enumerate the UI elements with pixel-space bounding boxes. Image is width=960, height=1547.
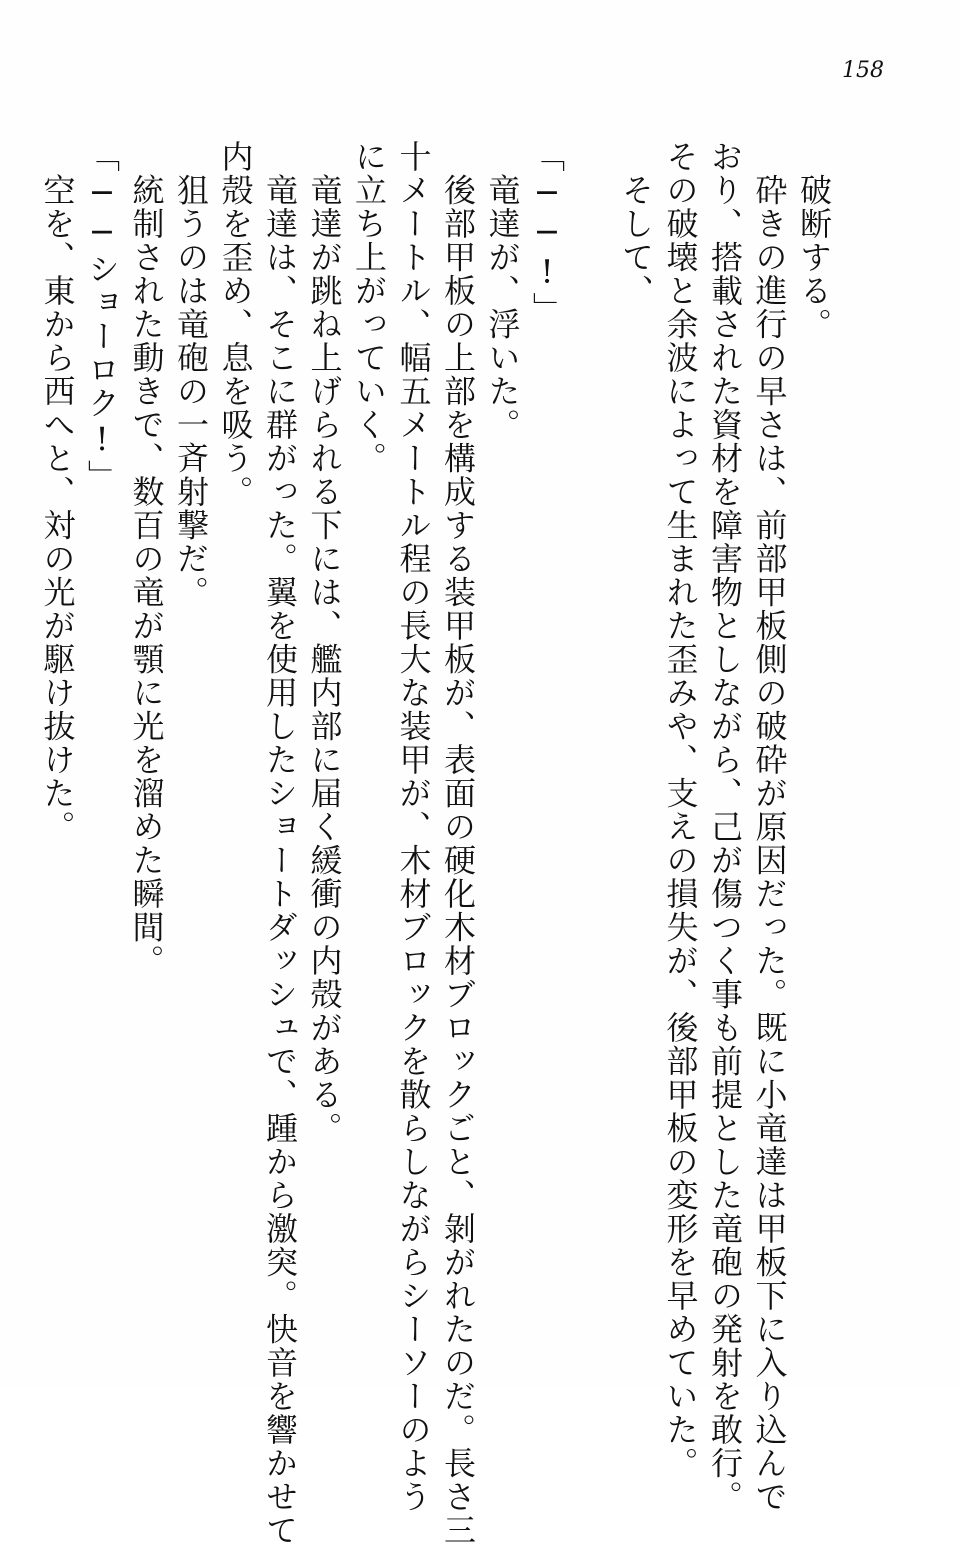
text-line: 竜達が跳ね上げられる下には、艦内部に届く緩衝の内殻がある。 (305, 140, 344, 1145)
page-number: 158 (842, 58, 884, 83)
text-line: おり、搭載された資材を障害物としながら、己が傷つく事も前提とした竜砲の発射を敢行。 (706, 140, 744, 1514)
text-line: に立ち上がっていく。 (350, 140, 388, 475)
text-line: その破壊と余波によって生まれた歪みや、支えの損失が、後部甲板の変形を早めていた。 (661, 140, 700, 1480)
text-line: 竜達が、浮いた。 (483, 140, 522, 442)
text-line: 「──!」 (528, 140, 566, 326)
text-line: そして、 (617, 140, 655, 308)
text-line: 十メートル、幅五メートル程の長大な装甲が、木材ブロックを散らしながらシーソーのよう (394, 140, 433, 1514)
text-line: 「──ショーロク!」 (83, 140, 121, 493)
text-line: 砕きの進行の早さは、前部甲板側の破砕が原因だった。既に小竜達は甲板下に入り込んで (750, 140, 789, 1514)
text-line: 破断する。 (795, 140, 833, 341)
vertical-text-body (35, 140, 836, 1547)
text-line: 竜達は、そこに群がった。翼を使用したショートダッシュで、踵から激突。快音を響かせて (261, 140, 299, 1547)
text-line: 狙うのは竜砲の一斉射撃だ。 (172, 140, 210, 609)
text-line: 統制された動きで、数百の竜が顎に光を溜めた瞬間。 (127, 140, 166, 978)
text-line: 内殻を歪め、息を吸う。 (216, 140, 255, 509)
text-line: 後部甲板の上部を構成する装甲板が、表面の硬化木材ブロックごと、剝がれたのだ。長さ三 (439, 140, 477, 1547)
text-line: 空を、東から西へと、対の光が駆け抜けた。 (38, 140, 77, 844)
